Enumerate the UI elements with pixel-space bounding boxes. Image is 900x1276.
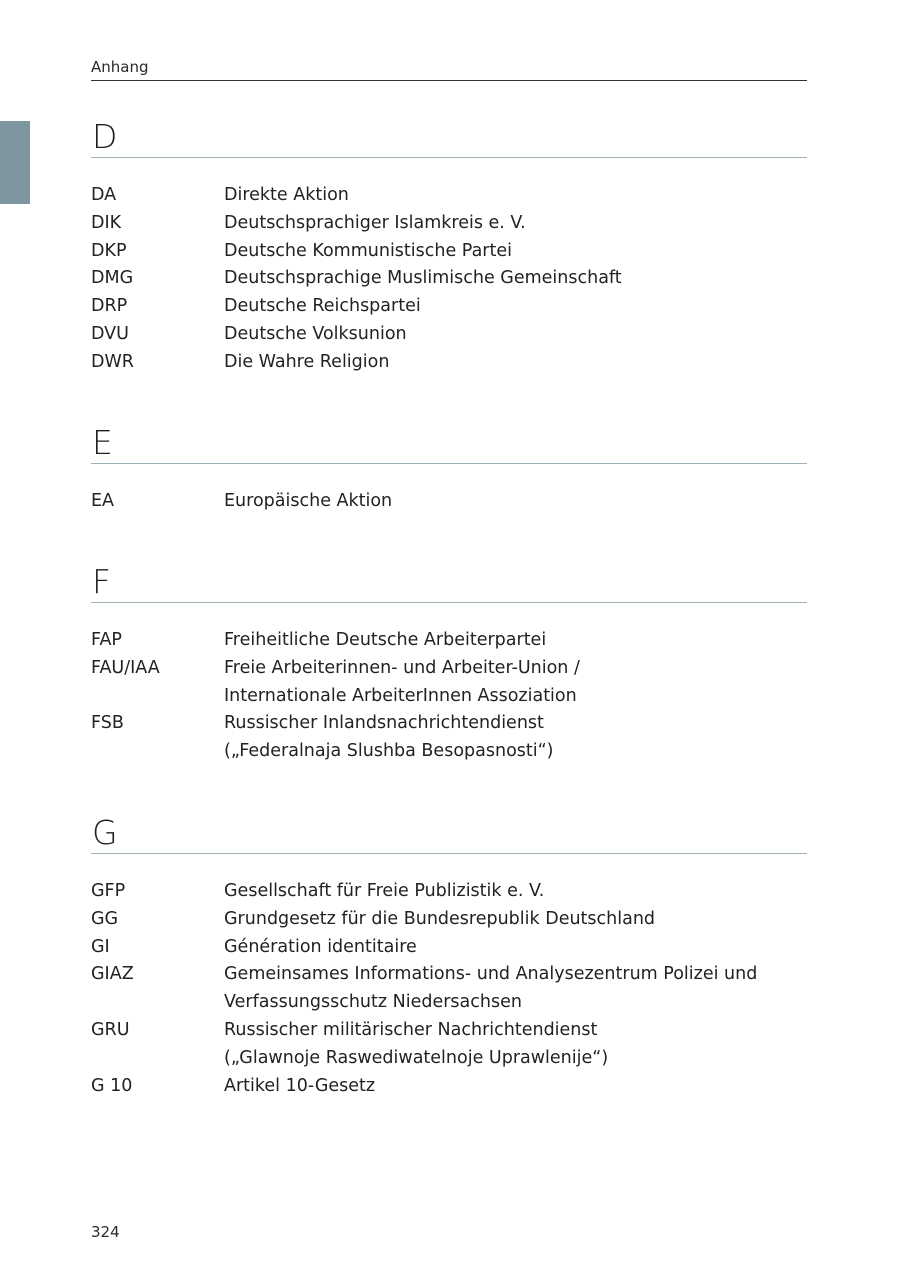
expansion	[224, 265, 807, 293]
expansion	[224, 655, 807, 711]
abbreviation-list	[91, 878, 807, 1100]
expansion	[224, 1073, 807, 1101]
abbreviation: GFP	[91, 881, 126, 901]
section-letter: F	[92, 562, 111, 601]
abbreviation: DKP	[91, 240, 127, 261]
expansion-line: Russischer Inlandsnachrichtendienst	[224, 713, 544, 734]
abbreviation-list	[91, 627, 807, 766]
abbreviation-entry	[91, 934, 807, 962]
expansion	[224, 627, 807, 655]
expansion-line: Gemeinsames Informations- und Analysezentrum Polizei und	[224, 964, 758, 985]
expansion-line: Verfassungsschutz Niedersachsen	[224, 992, 522, 1013]
abbreviation: GG	[91, 908, 119, 929]
expansion-line: Russischer militärischer Nachrichtendienst	[224, 1019, 598, 1040]
expansion	[224, 488, 807, 516]
section-f	[91, 563, 807, 766]
section-letter: E	[92, 423, 113, 462]
abbreviation: DMG	[91, 268, 134, 289]
abbreviation: G 10	[91, 1075, 133, 1096]
section-g	[91, 814, 807, 1100]
running-head: Anhang	[91, 58, 149, 76]
abbreviation-list	[91, 488, 807, 516]
abbreviation-entry	[91, 265, 807, 293]
section-rule	[91, 463, 807, 464]
expansion-line: Freiheitliche Deutsche Arbeiterpartei	[224, 630, 547, 650]
abbreviation: FAU/IAA	[91, 657, 160, 678]
abbreviation-entry	[91, 961, 807, 1017]
section-rule	[91, 602, 807, 603]
section-d	[91, 118, 807, 377]
abbreviation: GI	[91, 936, 110, 957]
abbreviation-entry	[91, 1073, 807, 1101]
abbreviation: DWR	[91, 351, 134, 372]
expansion-line: Die Wahre Religion	[224, 351, 390, 372]
abbreviation: DIK	[91, 212, 122, 233]
expansion	[224, 210, 807, 238]
expansion	[224, 182, 807, 210]
section-letter: D	[92, 117, 118, 156]
abbreviation: GRU	[91, 1019, 130, 1040]
expansion	[224, 1017, 807, 1073]
abbreviation-entry	[91, 655, 807, 711]
abbreviation-list	[91, 182, 807, 377]
abbreviation-entry	[91, 906, 807, 934]
abbreviation: DRP	[91, 296, 128, 317]
expansion-line: („Glawnoje Raswediwatelnoje Uprawlenije“)	[224, 1047, 609, 1068]
expansion-line: Grundgesetz für die Bundesrepublik Deutschland	[224, 908, 656, 929]
header-rule	[91, 80, 807, 81]
expansion-line: Deutsche Kommunistische Partei	[224, 240, 512, 261]
expansion-line: Deutschsprachiger Islamkreis e. V.	[224, 212, 526, 233]
abbreviation: DA	[91, 185, 117, 205]
expansion	[224, 906, 807, 934]
abbreviation-entry	[91, 710, 807, 766]
section-e	[91, 424, 807, 516]
abbreviation-entry	[91, 878, 807, 906]
expansion-line: Deutsche Volksunion	[224, 323, 407, 344]
expansion-line: Gesellschaft für Freie Publizistik e. V.	[224, 881, 545, 901]
expansion-line: Freie Arbeiterinnen- und Arbeiter-Union /	[224, 657, 580, 678]
abbreviation-entry	[91, 1017, 807, 1073]
abbreviation-entry	[91, 321, 807, 349]
expansion-line: Génération identitaire	[224, 936, 417, 957]
expansion-line: Direkte Aktion	[224, 185, 349, 205]
section-rule	[91, 157, 807, 158]
page-number: 324	[91, 1223, 120, 1241]
section-rule	[91, 853, 807, 854]
abbreviation: EA	[91, 491, 115, 511]
expansion	[224, 961, 807, 1017]
expansion-line: Europäische Aktion	[224, 491, 393, 511]
abbreviation-entry	[91, 627, 807, 655]
abbreviation: FSB	[91, 713, 124, 734]
abbreviation: FAP	[91, 630, 122, 650]
abbreviation-entry	[91, 182, 807, 210]
expansion	[224, 878, 807, 906]
expansion	[224, 710, 807, 766]
abbreviation-entry	[91, 293, 807, 321]
expansion	[224, 293, 807, 321]
abbreviation-entry	[91, 210, 807, 238]
chapter-tab-marker	[0, 121, 30, 204]
expansion-line: Deutsche Reichspartei	[224, 296, 421, 317]
expansion-line: Deutschsprachige Muslimische Gemeinschaft	[224, 268, 622, 289]
expansion-line: Internationale ArbeiterInnen Assoziation	[224, 685, 577, 706]
expansion	[224, 934, 807, 962]
abbreviation-entry	[91, 488, 807, 516]
abbreviation-entry	[91, 238, 807, 266]
abbreviation-entry	[91, 349, 807, 377]
expansion-line: Artikel 10-Gesetz	[224, 1075, 376, 1096]
abbreviation: DVU	[91, 323, 129, 344]
expansion-line: („Federalnaja Slushba Besopasnosti“)	[224, 741, 554, 762]
expansion	[224, 238, 807, 266]
section-letter: G	[92, 813, 118, 852]
expansion	[224, 349, 807, 377]
abbreviation: GIAZ	[91, 964, 134, 985]
expansion	[224, 321, 807, 349]
